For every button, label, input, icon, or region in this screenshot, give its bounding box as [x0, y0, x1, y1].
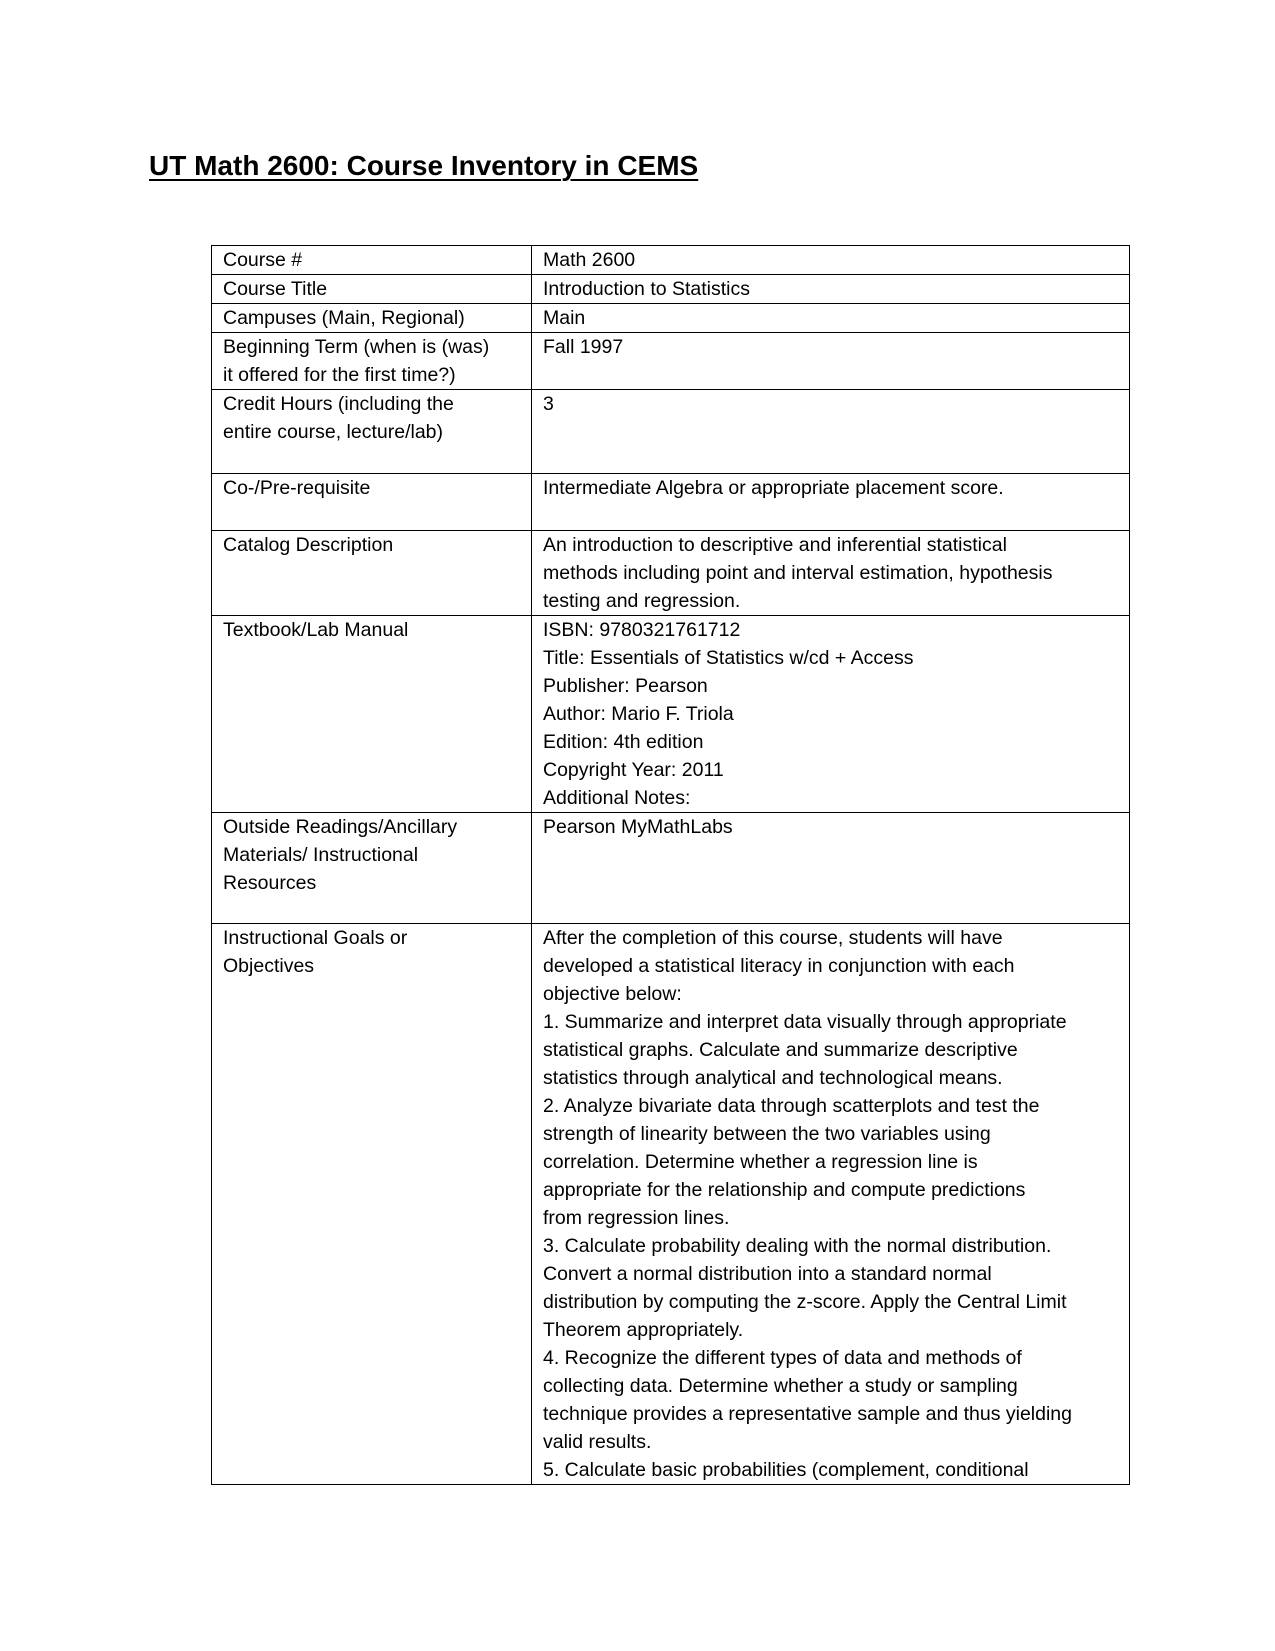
page-title: UT Math 2600: Course Inventory in CEMS — [149, 150, 699, 181]
value-line: An introduction to descriptive and inferential statistical — [543, 534, 1007, 556]
table-row — [212, 333, 1130, 390]
value-line: 5. Calculate basic probabilities (complement, conditional — [543, 1459, 1029, 1481]
value-line: Title: Essentials of Statistics w/cd + Access — [543, 647, 914, 669]
value-line: Author: Mario F. Triola — [543, 703, 734, 725]
row-label-text: Co-/Pre-requisite — [223, 477, 371, 499]
table-row — [212, 390, 1130, 474]
row-label-line: entire course, lecture/lab) — [223, 421, 444, 443]
value-line: strength of linearity between the two variables using — [543, 1123, 991, 1145]
table-row — [212, 924, 1130, 1485]
value-line: Convert a normal distribution into a standard normal — [543, 1263, 992, 1285]
row-value — [532, 813, 1130, 924]
row-value — [532, 474, 1130, 531]
value-line: 2. Analyze bivariate data through scatterplots and test the — [543, 1095, 1040, 1117]
row-label-line: Credit Hours (including the — [223, 393, 454, 415]
value-line: developed a statistical literacy in conjunction with each — [543, 955, 1015, 977]
value-line: statistics through analytical and technological means. — [543, 1067, 1003, 1089]
value-line: 4. Recognize the different types of data and methods of — [543, 1347, 1022, 1369]
row-label-text: Course Title — [223, 278, 328, 300]
value-line: Edition: 4th edition — [543, 731, 704, 753]
value-line: objective below: — [543, 983, 682, 1005]
value-line: technique provides a representative sample and thus yielding — [543, 1403, 1072, 1425]
value-line: Fall 1997 — [543, 336, 624, 358]
value-line: distribution by computing the z-score. Apply the Central Limit — [543, 1291, 1067, 1313]
value-line: 3. Calculate probability dealing with the normal distribution. — [543, 1235, 1052, 1257]
table-row — [212, 474, 1130, 531]
value-line: appropriate for the relationship and compute predictions — [543, 1179, 1026, 1201]
row-label — [212, 813, 532, 924]
row-value — [532, 333, 1130, 390]
row-label-line: Resources — [223, 872, 317, 894]
value-line: Math 2600 — [543, 249, 636, 271]
table-row — [212, 616, 1130, 813]
course-inventory-table — [211, 245, 1130, 1485]
row-label-text: Textbook/Lab Manual — [223, 619, 409, 641]
row-label — [212, 616, 532, 813]
row-label — [212, 474, 532, 531]
value-line: from regression lines. — [543, 1207, 730, 1229]
value-line: ISBN: 9780321761712 — [543, 619, 741, 641]
value-line: Main — [543, 307, 586, 329]
row-label — [212, 924, 532, 1485]
value-line: valid results. — [543, 1431, 652, 1453]
row-label-line: Materials/ Instructional — [223, 844, 419, 866]
row-label-line: Objectives — [223, 955, 315, 977]
row-value — [532, 531, 1130, 616]
row-value — [532, 616, 1130, 813]
row-label — [212, 275, 532, 304]
row-label-line: Instructional Goals or — [223, 927, 408, 949]
value-line: Theorem appropriately. — [543, 1319, 744, 1341]
value-line: Copyright Year: 2011 — [543, 759, 724, 781]
value-line: After the completion of this course, students will have — [543, 927, 1003, 949]
row-label-text: Catalog Description — [223, 534, 394, 556]
value-line: Intermediate Algebra or appropriate placement score. — [543, 477, 1004, 499]
table-row — [212, 275, 1130, 304]
row-label-line: Outside Readings/Ancillary — [223, 816, 458, 838]
value-line: Publisher: Pearson — [543, 675, 708, 697]
value-line: collecting data. Determine whether a study or sampling — [543, 1375, 1018, 1397]
table-row — [212, 813, 1130, 924]
row-value — [532, 304, 1130, 333]
row-label-line: it offered for the first time?) — [223, 364, 456, 386]
row-value — [532, 924, 1130, 1485]
row-label-text: Course # — [223, 249, 303, 271]
table-row — [212, 304, 1130, 333]
row-label — [212, 390, 532, 474]
value-line: correlation. Determine whether a regression line is — [543, 1151, 978, 1173]
value-line: Pearson MyMathLabs — [543, 816, 733, 838]
row-value — [532, 275, 1130, 304]
value-line: Additional Notes: — [543, 787, 691, 809]
row-label-line: Beginning Term (when is (was) — [223, 336, 490, 358]
row-value — [532, 246, 1130, 275]
row-label — [212, 531, 532, 616]
row-label — [212, 304, 532, 333]
table-row — [212, 246, 1130, 275]
value-line: 3 — [543, 393, 554, 415]
table-row — [212, 531, 1130, 616]
value-line: 1. Summarize and interpret data visually through appropriate — [543, 1011, 1067, 1033]
value-line: methods including point and interval estimation, hypothesis — [543, 562, 1053, 584]
value-line: Introduction to Statistics — [543, 278, 751, 300]
row-label-text: Campuses (Main, Regional) — [223, 307, 465, 329]
row-label — [212, 333, 532, 390]
value-line: testing and regression. — [543, 590, 741, 612]
value-line: statistical graphs. Calculate and summarize descriptive — [543, 1039, 1018, 1061]
row-label — [212, 246, 532, 275]
row-value — [532, 390, 1130, 474]
